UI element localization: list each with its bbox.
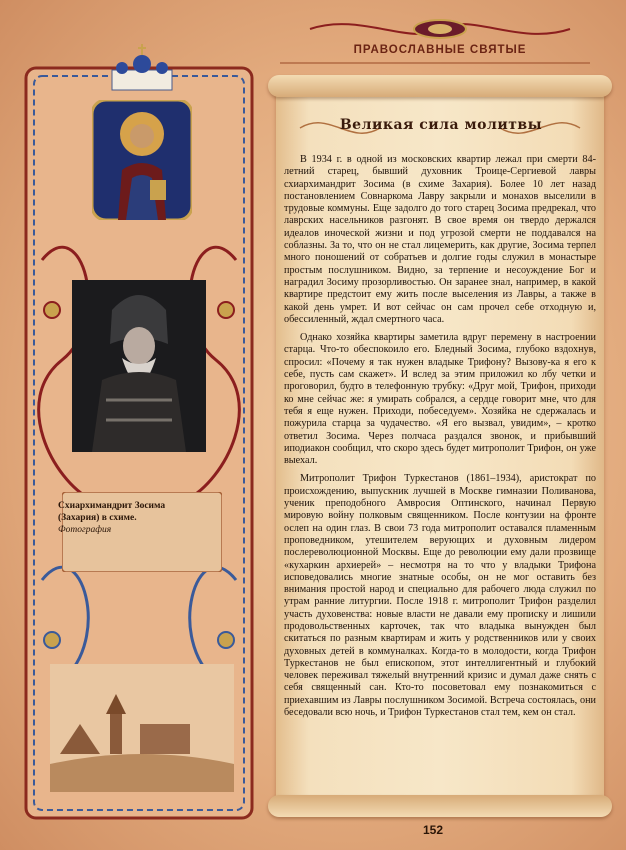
- left-decorative-column: [22, 60, 262, 830]
- section-header: ПРАВОСЛАВНЫЕ СВЯТЫЕ: [353, 44, 527, 56]
- article-title: Великая сила молитвы: [339, 117, 543, 133]
- elder-photograph: [72, 280, 206, 452]
- article-paragraph: Митрополит Трифон Туркестанов (1861–1934), аристократ по происхождению, выпускник лучшей в Москве гимназии Поливанова, ученик преподобного Амвросия Оптинского, начинал Первую мировую войну полковым священником. После контузии на фронте ослеп на один глаз. В свои 73 года митрополит оставался пламенным проповедником, утешителем верующих и духовным лидером послереволюционной Москвы. Еще до революции ему дали прозвище «кухаркин архиерей» – несмотря на то что у владыки Трифона исповедовались многие знатные особы, он не мог оставить без внимания простой народ и специально для рабочего люда служил по утрам ранние литургии. После 1918 г. митрополит Трифон разделил участь духовенства: новые власти не давали ему прописку и лишили продовольственных карточек, так что владыка вынужден был скитаться по разным квартирам и жить у родственников или у своих духовных детей в коммуналках. Когда-то в молодости, когда Трифон Туркестанов не был епископом, этот интеллигентный и глубокий человек переживал тяжелый внутренний кризис и думал даже снять с себя священный сан. Кто-то посоветовал ему познакомиться с приехавшим из Лавры послушником Зосимой. Встреча состоялась, они беседовали всю ночь, и Трифон Туркестанов стал тем, кем он стал.: [284, 473, 596, 719]
- scroll-top-roll: [268, 75, 612, 97]
- article-body: [284, 154, 596, 725]
- photo-caption: [58, 500, 198, 536]
- scroll-bottom-roll: [268, 795, 612, 817]
- caption-type: Фотография: [58, 525, 112, 535]
- article-paragraph: Однако хозяйка квартиры заметила вдруг перемену в настроении старца. Что-то обеспокоило его. Бледный Зосима, глубоко вздохнув, спросил: «Почему я так нужен владыке Трифону? Вызову-ка я его к себе, пусть сам скажет». И вслед за этим приложил ко лбу четки и проговорил, будто в телефонную трубку: «Друг мой, Трифон, приходи ко мне сейчас же: я умирать собрался, а сердце говорит мне, что для тебя я еще нужен. Приходи, побеседуем». Хозяйка не сдержалась и пожурила старца за чудачество. «Я его вызвал, увидим», – кротко ответил Зосима. Через полчаса раздался звонок, и прибывший иподиакон сообщил, что скоро здесь будет митрополит Трифон, он уже выехал.: [284, 332, 596, 467]
- city-engraving: [50, 664, 234, 792]
- christ-pantocrator-icon: [92, 100, 192, 220]
- church-domes-icon: [102, 42, 182, 92]
- header-divider: [280, 62, 590, 64]
- top-ornament: [300, 16, 580, 42]
- article-paragraph: В 1934 г. в одной из московских квартир лежал при смерти 84-летний старец, бывший духовник Троице-Сергиевой лавры схиархимандрит Зосима (в схиме Захария). Более 10 лет назад постановлением Совнаркома Лавру закрыли и монахов выселили в трудовые коммуны. Еще задолго до того старец Зосима предрекал, что лаврских насельников разгонят. В свое время он твердо держался идеалов иноческой жизни и под угрозой смерти не поддавался на соблазны. За то, что он не стал лицемерить, как другие, Зосима терпел много поношений от собратьев и долгие годы служил в монастыре простым послушником. Видно, за терпение и несоуждение Бог и наградил Зосиму прозорливостью. Он заранее знал, например, в какой квартире предстоит ему жить после выселения из Лавры, а также в какой день умрет. И вот сейчас он сам прочел себе отходную и, обессиленный, ждал смертного часа.: [284, 154, 596, 325]
- caption-name: Схиархимандрит Зосима (Захария) в схиме.: [58, 501, 166, 523]
- page-number: 152: [422, 823, 444, 837]
